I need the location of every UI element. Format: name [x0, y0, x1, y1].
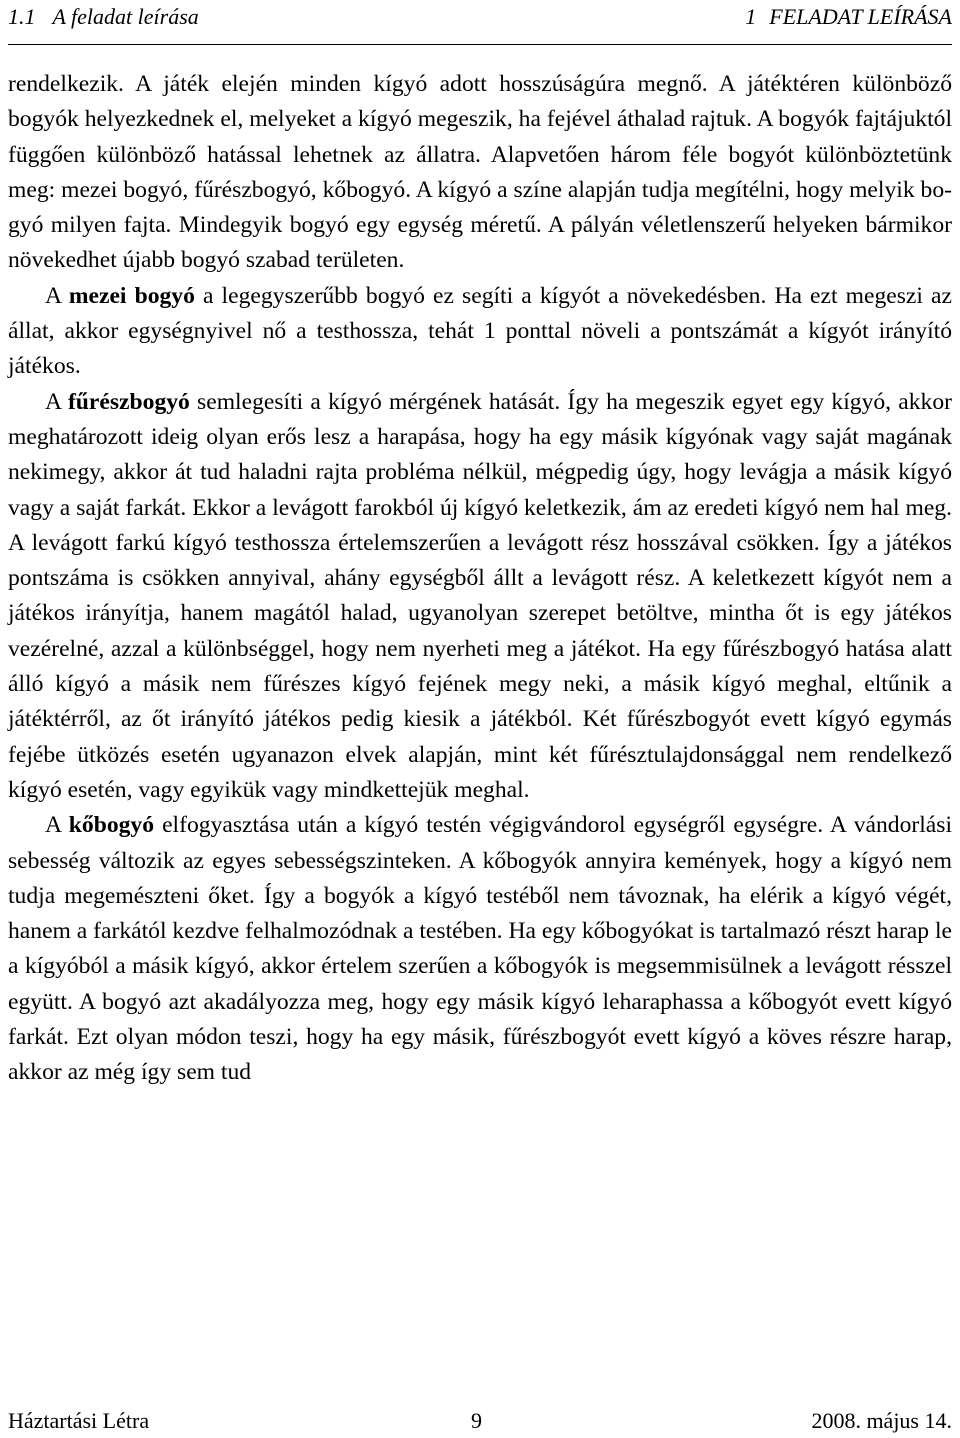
header-chapter-title: FELADAT LEÍRÁSA [769, 4, 952, 29]
header-chapter-number: 1 [745, 4, 757, 29]
header-chapter [745, 0, 952, 34]
header-rule [8, 44, 952, 45]
page-number: 9 [471, 1408, 482, 1433]
header-section-number: 1.1 [8, 4, 36, 29]
paragraph-text: a legegyszerűbb bogyó ez segíti a kígyót a növekedésben. Ha ezt megeszi az állat, akkor egységnyivel nő a testhossza, tehát 1 ponttal növeli a pontszámát a kígyót irányító játékos. [8, 282, 952, 380]
term-fureszbogyo: fűrészbogyó [67, 388, 190, 415]
paragraph-fureszbogyo [8, 385, 952, 809]
paragraph-lead: A [45, 388, 68, 415]
running-footer [8, 1406, 952, 1436]
running-header [8, 0, 952, 34]
paragraph-lead: A [45, 282, 69, 309]
header-section [8, 0, 199, 34]
term-mezei-bogyo: mezei bogyó [68, 282, 195, 309]
paragraph-intro: rendelkezik. A játék elején minden kígyó adott hosszúságúra megnő. A játéktéren különböző bogyók helyezkednek el, melyeket a kígyó megeszik, ha fejével áthalad rajtuk. A bogyók fajtájuktól függően különböző hatással lehetnek az állatra. Alapvetően három féle bogyót különböztetünk meg: mezei bogyó, fűrészbogyó, kőbogyó. A kígyó a színe alapján tudja megítélni, hogy melyik bogyó milyen fajta. Mindegyik bogyó egy egység méretű. A pályán véletlenszerű helyeken bármikor növekedhet újabb bogyó szabad területen. [8, 71, 952, 274]
paragraph-kobogyo [8, 808, 952, 1090]
paragraph-lead: A [45, 812, 69, 839]
paragraph-mezei-bogyo [8, 279, 952, 385]
paragraph-text: elfogyasztása után a kígyó testén végigvándorol egységről egységre. A vándorlási sebesség változik az egyes sebességszinteken. A kőbogyók annyira kemények, hogy a kígyó nem tudja megemészteni őket. Így a bogyók a kígyó testéből nem távoznak, ha elérik a kígyó végét, hanem a farkától kezdve felhalmozódnak a testében. Ha egy kőbogyókat is tartalmazó részt harap le a kígyóból a másik kígyó, akkor értelem szerűen a kőbogyók is megsemmisülnek a levágott résszel együtt. A bogyó azt akadályozza meg, hogy egy másik kígyó leharaphassa a kőbogyót evett kígyó farkát. Ezt olyan módon teszi, hogy ha egy másik, fűrészbogyót evett kígyó a köves részre harap, akkor az még így sem tud [8, 812, 953, 1086]
body-text [8, 67, 952, 1091]
paragraph-text: semlegesíti a kígyó mérgének hatását. Így ha megeszik egyet egy kígyó, akkor meghatározott ideig olyan erős lesz a harapása, hogy ha egy másik kígyónak vagy saját magának nekimegy, akkor át tud haladni rajta probléma nélkül, mégpedig úgy, hogy levágja a másik kígyó vagy a saját farkát. Ekkor a levágott farokból új kígyó keletkezik, ám az eredeti kígyó nem hal meg. A levágott farkú kígyó testhossza értelemszerűen a levágott rész hosszával csökken. Így a játékos pontszáma is csökken annyival, ahány egységből állt a levágott rész. A keletkezett kígyót nem a játékos irányítja, hanem magától halad, ugyanolyan szerepet betöltve, mintha őt is egy játékos vezérelné, azzal a különbséggel, hogy nem nyerheti meg a játékot. Ha egy fűrészbogyó hatása alatt álló kígyó a másik nem fűrészes kígyó fejének megy neki, a másik kígyó meghal, eltűnik a játéktérről, az őt irányító játékos pedig kiesik a játékból. Két fűrészbogyót evett kígyó egymás fejébe ütközés esetén ugyanazon elvek alapján, mint két fűrésztulajdonsággal nem rendelkező kígyó esetén, vagy egyikük vagy mindkettejük meghal. [8, 388, 952, 803]
term-kobogyo: kőbogyó [68, 812, 155, 839]
footer-date: 2008. május 14. [811, 1408, 952, 1433]
footer-publication: Háztartási Létra [8, 1408, 150, 1433]
header-section-title: A feladat leírása [52, 4, 199, 29]
